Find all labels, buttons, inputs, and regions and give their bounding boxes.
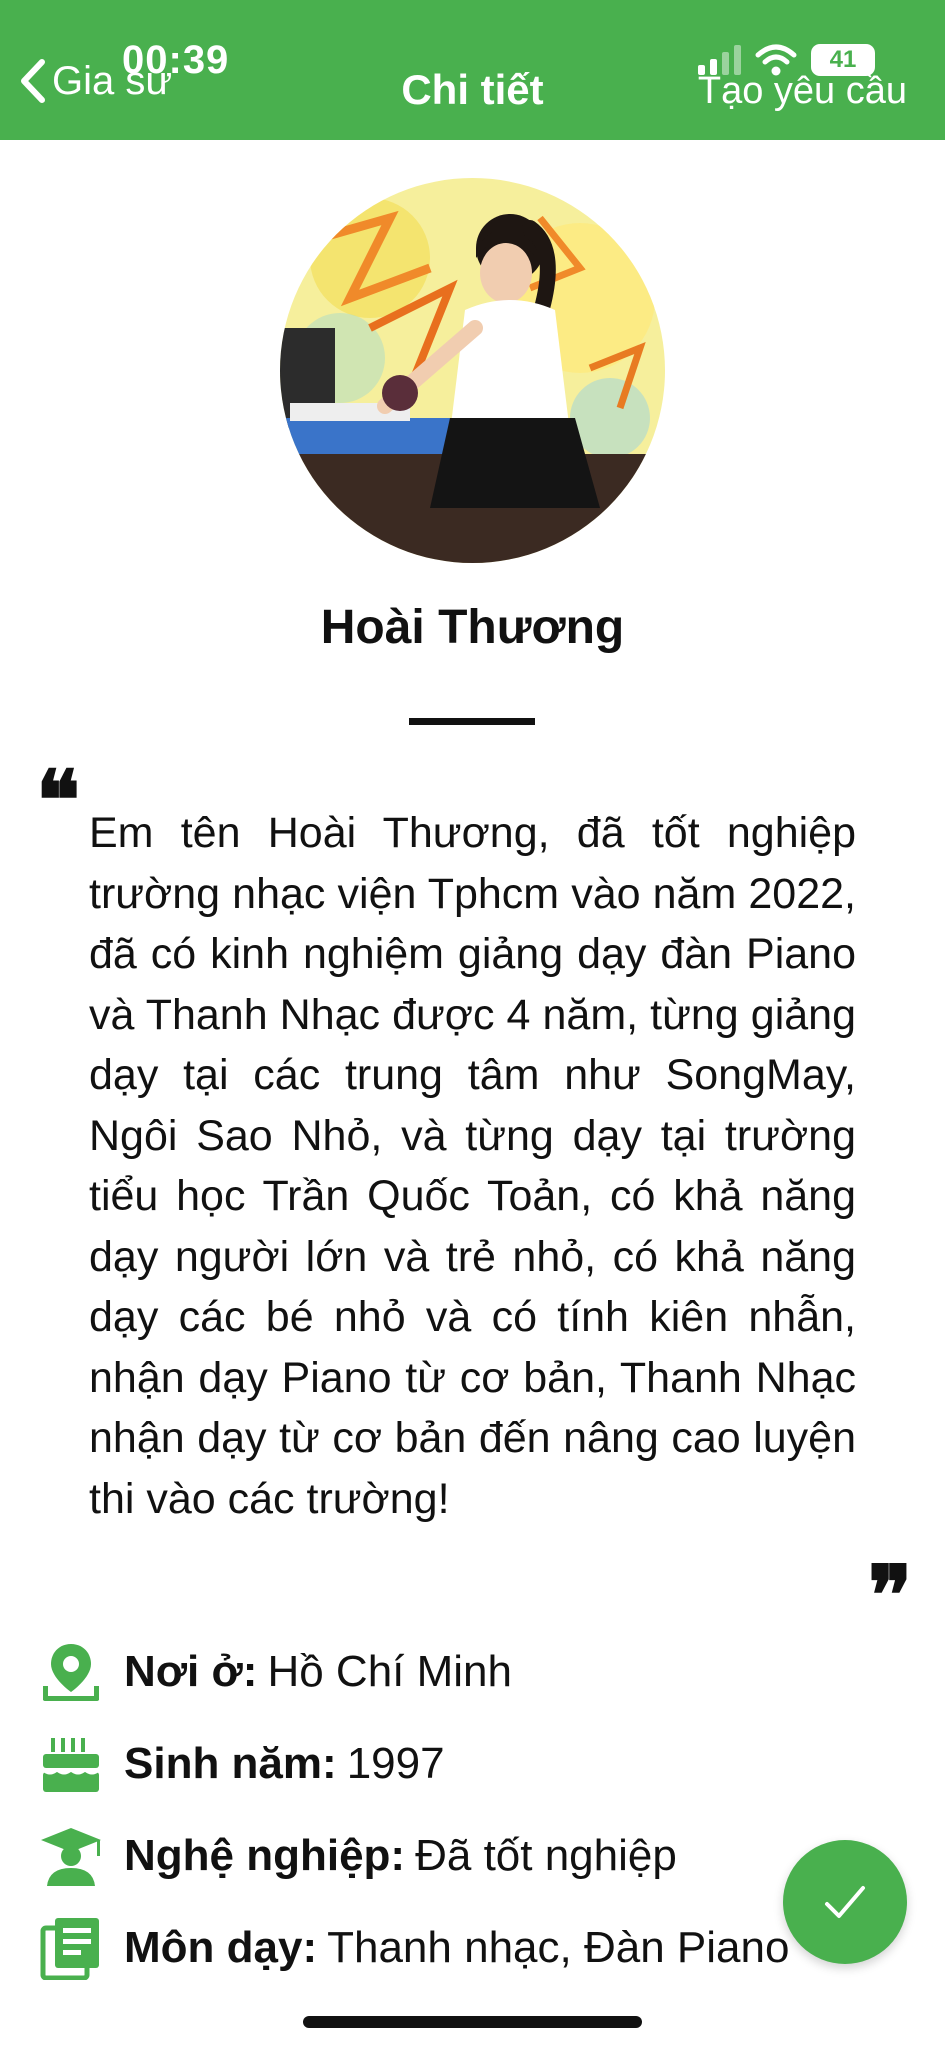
info-row-location bbox=[36, 1626, 916, 1718]
divider bbox=[409, 718, 535, 725]
birthday-cake-icon bbox=[36, 1729, 106, 1799]
back-label: Gia sư bbox=[52, 58, 173, 103]
info-row-birth-year bbox=[36, 1718, 916, 1810]
info-label: Nghệ nghiệp: bbox=[124, 1831, 406, 1880]
open-quote-icon: ❝ bbox=[36, 753, 81, 849]
info-label: Môn dạy: bbox=[124, 1923, 318, 1972]
info-label: Sinh năm: bbox=[124, 1739, 337, 1788]
avatar-photo bbox=[280, 178, 665, 563]
tutor-name: Hoài Thương bbox=[320, 601, 625, 654]
info-value: Thanh nhạc, Đàn Piano bbox=[327, 1923, 790, 1972]
home-indicator[interactable] bbox=[303, 2016, 642, 2028]
status-time: 00:39 bbox=[122, 38, 230, 82]
info-value: Hồ Chí Minh bbox=[267, 1647, 512, 1696]
tutor-info-list bbox=[36, 1626, 916, 1994]
check-icon bbox=[819, 1876, 871, 1928]
info-value: 1997 bbox=[346, 1739, 445, 1788]
subject-list-icon bbox=[36, 1913, 106, 1983]
top-app-bar bbox=[0, 0, 945, 140]
close-quote-icon: ❞ bbox=[868, 1548, 913, 1644]
battery-icon: 41 bbox=[811, 44, 875, 76]
create-request-button[interactable]: Tạo yêu cầu bbox=[697, 70, 907, 112]
info-value: Đã tốt nghiệp bbox=[415, 1831, 677, 1880]
confirm-fab-button[interactable] bbox=[783, 1840, 907, 1964]
location-pin-icon bbox=[36, 1637, 106, 1707]
page-title: Chi tiết bbox=[401, 66, 544, 113]
tutor-bio: Em tên Hoài Thương, đã tốt nghiệp trường nhạc viện Tphcm vào năm 2022, đã có kinh nghiệm giảng dạy đàn Piano và Thanh Nhạc được 4 năm, từng giảng dạy tại các trung tâm như SongMay, Ngôi Sao Nhỏ, và từng dạy tại trường tiểu học Trần Quốc Toản, có khả năng dạy người lớn và trẻ nhỏ, có khả năng dạy các bé nhỏ và có tính kiên nhẫn, nhận dạy Piano từ cơ bản, Thanh Nhạc nhận dạy từ cơ bản đến nâng cao luyện thi vào các trường! bbox=[89, 809, 856, 1523]
graduate-icon bbox=[36, 1821, 106, 1891]
avatar bbox=[280, 178, 665, 563]
info-label: Nơi ở: bbox=[124, 1647, 258, 1696]
